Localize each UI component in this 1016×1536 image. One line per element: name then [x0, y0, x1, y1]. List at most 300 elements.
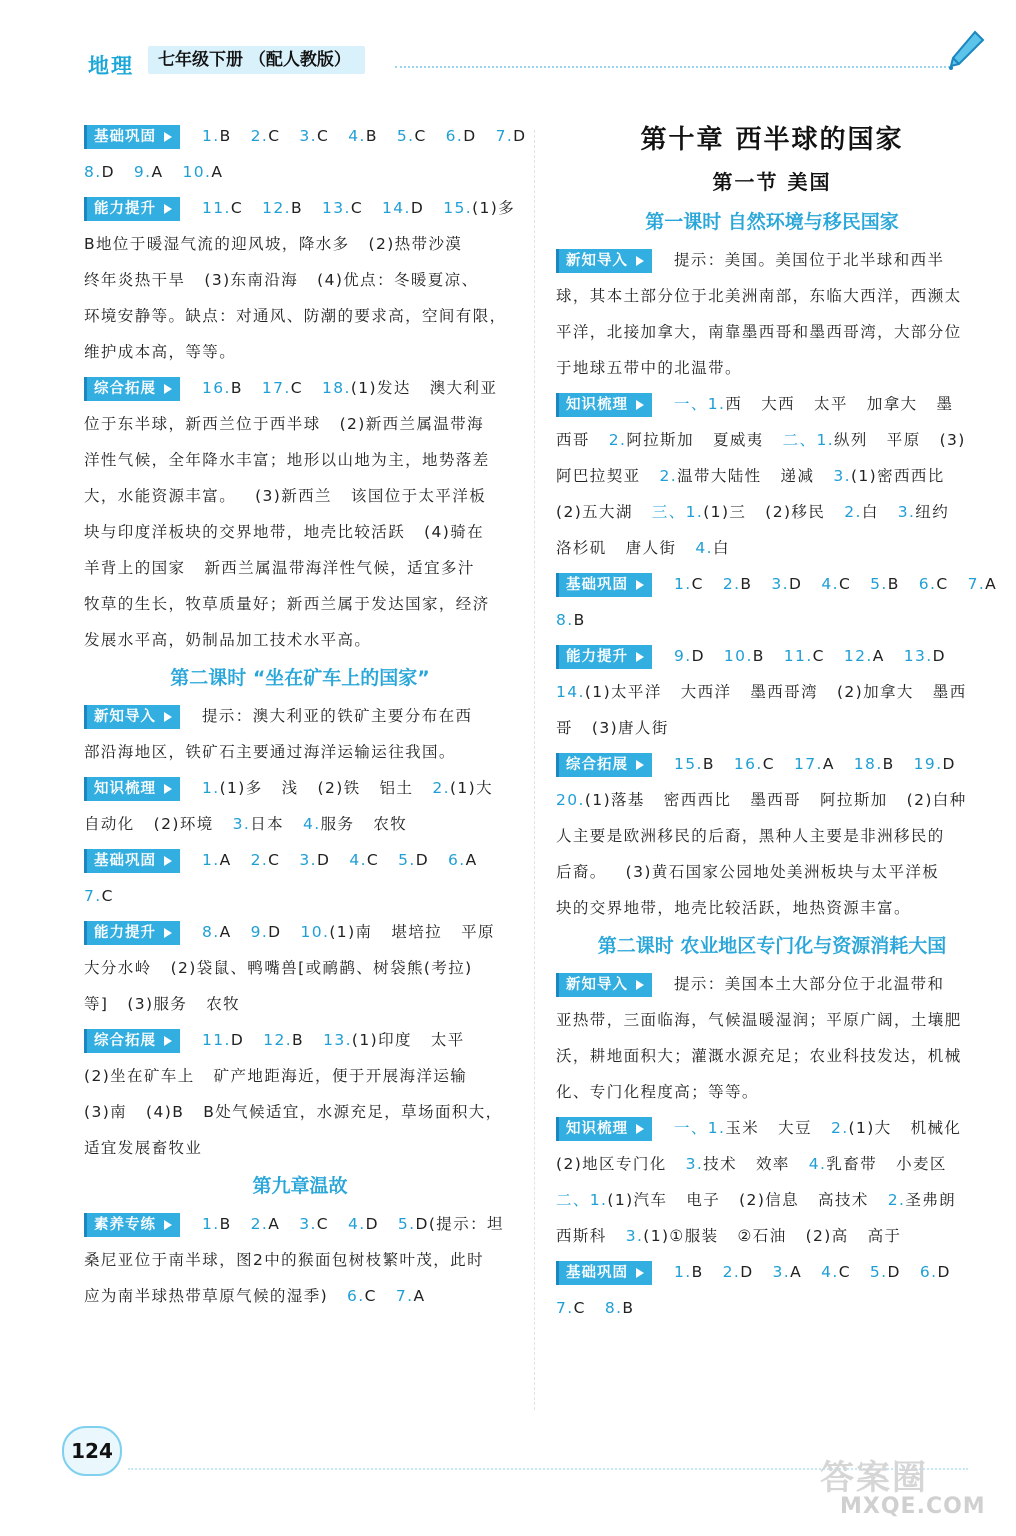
answer-text: 圣弗朗: [905, 1191, 957, 1209]
question-number: 2.: [844, 503, 862, 521]
question-number: 5.: [398, 851, 416, 869]
answer-line: [556, 530, 988, 566]
answer-line: [84, 406, 516, 442]
answer-text: (1)多: [472, 199, 516, 217]
question-number: 三、1.: [651, 503, 704, 521]
section-tag: 能力提升: [556, 645, 652, 669]
question-number: 2.: [830, 1119, 849, 1137]
answer-line: [84, 1278, 516, 1314]
answer-text: C: [350, 199, 383, 217]
answer-text: C: [691, 575, 723, 593]
answer-text: C: [230, 199, 263, 217]
answer-line: [84, 1058, 516, 1094]
answer-text: B: [290, 199, 322, 217]
section-tag: 能力提升: [84, 197, 180, 221]
answer-text: 块与印度洋板块的交界地带，地壳比较活跃 (4)骑在: [84, 523, 485, 541]
answer-line: [84, 1242, 516, 1278]
answer-text: 大，水能资源丰富。 (3)新西兰 该国位于太平洋板: [84, 487, 487, 505]
question-number: 19.: [913, 755, 943, 773]
answer-text: B: [573, 611, 586, 629]
question-number: 2.: [608, 431, 627, 449]
answer-text: 发展水平高，奶制品加工技术水平高。: [84, 631, 372, 649]
answer-text: 提示：澳大利亚的铁矿主要分布在西: [202, 707, 473, 725]
answer-line: [556, 966, 988, 1002]
answer-text: D: [410, 199, 444, 217]
question-number: 8.: [556, 611, 574, 629]
answer-text: 阿巴拉契亚: [556, 467, 660, 485]
answer-text: D: [932, 647, 946, 665]
chapter-title: 第十章 西半球的国家: [640, 125, 904, 155]
answer-line: [556, 314, 988, 350]
question-number: 一、1.: [674, 1119, 726, 1137]
answer-text: (1)汽车 电子 (2)信息 高技术: [607, 1191, 888, 1209]
question-number: 2.: [659, 467, 678, 485]
answer-line: [84, 698, 516, 734]
answer-text: 阿拉斯加 夏威夷: [626, 431, 783, 449]
answer-text: 哥 (3)唐人街: [556, 719, 669, 737]
answer-text: 服务 农牧: [320, 815, 408, 833]
answer-line: [84, 118, 527, 154]
answer-text: 等] (3)服务 农牧: [84, 995, 241, 1013]
answer-text: 应为南半球热带草原气候的湿季): [84, 1287, 348, 1305]
answer-text: D(提示：坦: [415, 1215, 504, 1233]
answer-text: 亚热带，三面临海，气候温暖湿润；平原广阔，土壤肥: [556, 1011, 962, 1029]
answer-line: [556, 710, 988, 746]
pen-icon: [945, 28, 987, 74]
answer-text: A: [268, 1215, 300, 1233]
question-number: 5.: [869, 1263, 888, 1281]
question-number: 15.: [443, 199, 473, 217]
answer-text: B地位于暖湿气流的迎风坡，降水多 (2)热带沙漠: [84, 235, 463, 253]
answer-line: [84, 586, 516, 622]
answer-text: C: [317, 127, 349, 145]
answer-text: D: [513, 127, 527, 145]
answer-text: (1)南 堪培拉 平原: [329, 923, 495, 941]
answer-line: [556, 1038, 988, 1074]
answer-line: [556, 1182, 988, 1218]
section-tag: 新知导入: [556, 973, 652, 997]
question-number: 17.: [261, 379, 291, 397]
section-tag: 综合拓展: [84, 377, 180, 401]
answer-text: (2)地区专门化: [556, 1155, 686, 1173]
answer-text: B: [219, 1215, 251, 1233]
answer-line: [84, 1022, 516, 1058]
answer-text: B: [740, 575, 772, 593]
question-number: 18.: [853, 755, 883, 773]
answer-text: C: [268, 851, 300, 869]
answer-text: 西哥: [556, 431, 609, 449]
section-tag: 知识梳理: [556, 393, 652, 417]
answer-text: C: [573, 1299, 605, 1317]
answer-line: [556, 1110, 988, 1146]
answer-text: A: [151, 163, 183, 181]
answer-text: C: [316, 1215, 348, 1233]
answer-line: [556, 1002, 988, 1038]
question-number: 4.: [695, 539, 713, 557]
section-tag: 知识梳理: [84, 777, 180, 801]
question-number: 1.: [674, 1263, 692, 1281]
answer-text: 西 大西 太平 加拿大 墨: [725, 395, 954, 413]
question-number: 3.: [299, 1215, 317, 1233]
answer-text: D: [691, 647, 724, 665]
answer-line: [84, 154, 516, 190]
question-number: 13.: [321, 199, 351, 217]
answer-text: 技术 效率: [703, 1155, 809, 1173]
question-number: 18.: [321, 379, 351, 397]
answer-text: 提示：美国。美国位于北半球和西半: [674, 251, 945, 269]
lesson-heading: 第一课时 自然环境与移民国家: [645, 211, 899, 233]
book-info: 七年级下册 （配人教版）: [148, 46, 365, 74]
answer-text: 温带大陆性 递减: [677, 467, 834, 485]
question-number: 3.: [833, 467, 851, 485]
section-tag: 综合拓展: [556, 753, 652, 777]
section-tag: 新知导入: [556, 249, 652, 273]
answer-line: [556, 782, 988, 818]
section-tag: 知识梳理: [556, 1117, 652, 1141]
answer-text: 位于东半球，新西兰位于西半球 (2)新西兰属温带海: [84, 415, 485, 433]
answer-text: 块的交界地带，地壳比较活跃，地热资源丰富。: [556, 899, 911, 917]
answer-text: (1)发达 澳大利亚: [350, 379, 498, 397]
answer-text: 牧草的生长，牧草质量好；新西兰属于发达国家，经济: [84, 595, 490, 613]
answer-line: [556, 1254, 988, 1290]
answer-text: 羊背上的国家 新西兰属温带海洋性气候，适宜多汁: [84, 559, 475, 577]
answer-text: B: [622, 1299, 635, 1317]
question-number: 1.: [202, 127, 220, 145]
answer-line: [84, 1094, 516, 1130]
section-tag: 基础巩固: [84, 125, 180, 149]
answer-line: [556, 818, 988, 854]
answer-text: 人主要是欧洲移民的后裔，黑种人主要是非洲移民的: [556, 827, 945, 845]
question-number: 3.: [299, 127, 318, 145]
answer-text: 沃，耕地面积大；灌溉水源充足；农业科技发达，机械: [556, 1047, 962, 1065]
answer-text: A: [872, 647, 904, 665]
answer-line: [84, 1206, 516, 1242]
section-tag: 素养专练: [84, 1213, 180, 1237]
question-number: 3.: [685, 1155, 704, 1173]
answer-line: [84, 262, 516, 298]
answer-line: [84, 370, 516, 406]
answer-text: 环境安静等。缺点：对通风、防潮的要求高，空间有限，: [84, 307, 507, 325]
answer-line: [556, 638, 988, 674]
question-number: 3.: [299, 851, 317, 869]
question-number: 6.: [919, 1263, 938, 1281]
question-number: 11.: [783, 647, 813, 665]
answer-text: D: [740, 1263, 773, 1281]
question-number: 11.: [202, 1031, 231, 1049]
answer-text: D: [230, 1031, 264, 1049]
question-number: 4.: [303, 815, 321, 833]
answer-text: A: [985, 575, 998, 593]
answer-text: (1)大 机械化: [848, 1119, 962, 1137]
answer-text: 维护成本高，等等。: [84, 343, 237, 361]
answer-text: 西斯科: [556, 1227, 626, 1245]
answer-line: [84, 514, 516, 550]
question-number: 6.: [918, 575, 937, 593]
question-number: 3.: [771, 575, 790, 593]
answer-text: (1)①服装 ②石油 (2)高 高于: [643, 1227, 902, 1245]
question-number: 6.: [448, 851, 466, 869]
answer-text: 桑尼亚位于南半球，图2中的猴面包树枝繁叶茂，此时: [84, 1251, 484, 1269]
answer-line: [84, 226, 516, 262]
answer-text: B: [752, 647, 784, 665]
header-dotted-line: [395, 66, 950, 68]
answer-text: 白: [712, 539, 730, 557]
watermark-logo: 答案圈: [820, 1458, 928, 1498]
answer-line: [556, 422, 988, 458]
answer-line: [556, 674, 988, 710]
section-tag: 基础巩固: [556, 573, 652, 597]
answer-text: D: [937, 1263, 951, 1281]
answer-text: B: [365, 127, 397, 145]
answer-line: [556, 350, 988, 386]
answer-text: C: [364, 1287, 396, 1305]
answer-text: 玉米 大豆: [725, 1119, 831, 1137]
answer-text: D: [101, 163, 134, 181]
answer-text: (3)南 (4)B B处气候适宜，水源充足，草场面积大，: [84, 1103, 503, 1121]
answer-text: 洋性气候，全年降水丰富；地形以山地为主，地势落差: [84, 451, 490, 469]
question-number: 7.: [967, 575, 986, 593]
right-column: [556, 118, 998, 1326]
answer-line: [84, 914, 516, 950]
answer-text: D: [463, 127, 496, 145]
answer-line: [84, 622, 516, 658]
answer-line: [84, 442, 516, 478]
answer-text: C: [762, 755, 794, 773]
answer-text: C: [101, 887, 114, 905]
question-number: 3.: [897, 503, 916, 521]
answer-text: (1)大: [449, 779, 493, 797]
answer-text: (1)太平洋 大西洋 墨西哥湾 (2)加拿大 墨西: [584, 683, 967, 701]
answer-text: 球，其本土部分位于北美洲南部，东临大西洋，西濒太: [556, 287, 962, 305]
answer-text: 适宜发展畜牧业: [84, 1139, 203, 1157]
question-number: 3.: [772, 1263, 791, 1281]
answer-line: [556, 1218, 988, 1254]
question-number: 8.: [202, 923, 220, 941]
question-number: 4.: [348, 1215, 366, 1233]
answer-text: A: [219, 851, 251, 869]
question-number: 10.: [300, 923, 330, 941]
answer-text: (2)坐在矿车上 矿产地距海近，便于开展海洋运输: [84, 1067, 468, 1085]
answer-text: C: [290, 379, 322, 397]
question-number: 6.: [445, 127, 464, 145]
column-divider: [534, 130, 535, 1410]
question-number: 7.: [495, 127, 514, 145]
question-number: 8.: [604, 1299, 623, 1317]
section-tag: 基础巩固: [556, 1261, 652, 1285]
question-number: 4.: [821, 575, 839, 593]
question-number: 8.: [84, 163, 102, 181]
answer-line: [556, 1074, 988, 1110]
question-number: 2.: [250, 127, 269, 145]
answer-text: 化、专门化程度高；等等。: [556, 1083, 759, 1101]
question-number: 一、1.: [674, 395, 726, 413]
question-number: 1.: [202, 1215, 220, 1233]
answer-text: C: [366, 851, 399, 869]
question-number: 9.: [674, 647, 692, 665]
answer-text: D: [887, 1263, 920, 1281]
question-number: 4.: [808, 1155, 827, 1173]
answer-text: D: [365, 1215, 398, 1233]
answer-line: [556, 458, 988, 494]
lesson-heading: 第九章温故: [252, 1175, 348, 1197]
answer-text: 于地球五带中的北温带。: [556, 359, 742, 377]
question-number: 7.: [395, 1287, 414, 1305]
question-number: 16.: [202, 379, 231, 397]
answer-line: [84, 986, 516, 1022]
answer-text: 白: [861, 503, 898, 521]
question-number: 14.: [556, 683, 585, 701]
answer-text: A: [822, 755, 854, 773]
question-number: 3.: [625, 1227, 644, 1245]
answer-text: 大分水岭 (2)袋鼠、鸭嘴兽[或鸸鹋、树袋熊(考拉): [84, 959, 473, 977]
question-number: 11.: [202, 199, 231, 217]
answer-line: [84, 190, 516, 226]
answer-line: [84, 878, 516, 914]
question-number: 7.: [556, 1299, 574, 1317]
answer-text: 日本: [250, 815, 303, 833]
answer-text: D: [942, 755, 956, 773]
answer-line: [556, 746, 988, 782]
question-number: 9.: [133, 163, 152, 181]
answer-text: B: [691, 1263, 723, 1281]
answer-text: 部沿海地区，铁矿石主要通过海洋运输运往我国。: [84, 743, 456, 761]
watermark-url: MXQE.COM: [840, 1494, 986, 1519]
answer-text: 后裔。 (3)黄石国家公园地处美洲板块与太平洋板: [556, 863, 940, 881]
answer-text: C: [414, 127, 446, 145]
answer-text: 纵列 平原 (3): [834, 431, 966, 449]
question-number: 2.: [250, 851, 269, 869]
answer-text: 平洋，北接加拿大，南靠墨西哥和墨西哥湾，大部分位: [556, 323, 962, 341]
question-number: 5.: [396, 127, 415, 145]
question-number: 15.: [674, 755, 703, 773]
answer-text: A: [211, 163, 224, 181]
answer-text: 纽约: [915, 503, 950, 521]
question-number: 二、1.: [556, 1191, 608, 1209]
subject-label: 地理: [88, 54, 134, 78]
answer-text: A: [465, 851, 478, 869]
answer-text: B: [292, 1031, 324, 1049]
section-tag: 基础巩固: [84, 849, 180, 873]
answer-text: 洛杉矶 唐人街: [556, 539, 696, 557]
left-column: [84, 118, 527, 1314]
question-number: 12.: [262, 199, 291, 217]
question-number: 7.: [84, 887, 102, 905]
question-number: 5.: [397, 1215, 416, 1233]
answer-text: A: [219, 923, 251, 941]
question-number: 12.: [263, 1031, 293, 1049]
answer-text: C: [268, 127, 300, 145]
question-number: 1.: [202, 851, 220, 869]
answer-line: [84, 478, 516, 514]
answer-text: B: [882, 755, 914, 773]
section-tag: 能力提升: [84, 921, 180, 945]
answer-text: 乳畜带 小麦区: [826, 1155, 947, 1173]
answer-line: [556, 854, 988, 890]
answer-line: [84, 1130, 516, 1166]
question-number: 2.: [432, 779, 450, 797]
answer-line: [84, 842, 516, 878]
answer-text: B: [702, 755, 734, 773]
answer-line: [556, 494, 988, 530]
question-number: 3.: [232, 815, 251, 833]
answer-line: [84, 550, 516, 586]
answer-text: D: [789, 575, 822, 593]
answer-text: 终年炎热干旱 (3)东南沿海 (4)优点：冬暖夏凉、: [84, 271, 479, 289]
answer-text: C: [838, 575, 871, 593]
answer-line: [556, 566, 998, 602]
lesson-heading: 第二课时 农业地区专门化与资源消耗大国: [597, 935, 947, 957]
answer-line: [556, 278, 988, 314]
answer-text: (1)多 浅 (2)铁 铝土: [219, 779, 433, 797]
answer-line: [84, 734, 516, 770]
section-tag: 新知导入: [84, 705, 180, 729]
question-number: 1.: [674, 575, 692, 593]
question-number: 10.: [723, 647, 753, 665]
answer-text: B: [887, 575, 919, 593]
answer-line: [556, 602, 988, 638]
question-number: 20.: [556, 791, 585, 809]
answer-text: A: [413, 1287, 426, 1305]
answer-text: (2)五大湖: [556, 503, 652, 521]
answer-text: 提示：美国本土大部分位于北温带和: [674, 975, 945, 993]
section-tag: 综合拓展: [84, 1029, 180, 1053]
answer-line: [84, 806, 516, 842]
question-number: 1.: [202, 779, 220, 797]
answer-text: C: [812, 647, 844, 665]
answer-text: D: [316, 851, 350, 869]
question-number: 14.: [382, 199, 411, 217]
page-header: [0, 0, 1016, 86]
question-number: 5.: [870, 575, 888, 593]
answer-text: (1)落基 密西西比 墨西哥 阿拉斯加 (2)白种: [584, 791, 967, 809]
answer-line: [84, 298, 516, 334]
question-number: 17.: [793, 755, 823, 773]
answer-text: D: [268, 923, 301, 941]
question-number: 2.: [722, 575, 741, 593]
answer-text: A: [790, 1263, 822, 1281]
question-number: 9.: [250, 923, 269, 941]
question-number: 16.: [733, 755, 763, 773]
question-number: 12.: [843, 647, 873, 665]
question-number: 2.: [887, 1191, 906, 1209]
answer-line: [556, 242, 988, 278]
answer-text: (1)密西西比: [850, 467, 945, 485]
question-number: 4.: [348, 127, 366, 145]
answer-text: B: [219, 127, 251, 145]
question-number: 10.: [182, 163, 212, 181]
section-title: 第一节 美国: [712, 170, 832, 194]
page-number: 124: [62, 1426, 122, 1476]
question-number: 4.: [821, 1263, 839, 1281]
answer-line: [556, 890, 988, 926]
answer-line: [556, 1146, 988, 1182]
question-number: 13.: [323, 1031, 352, 1049]
answer-text: C: [936, 575, 968, 593]
answer-line: [556, 1290, 988, 1326]
lesson-heading: 第二课时 “坐在矿车上的国家”: [170, 667, 430, 689]
answer-text: D: [415, 851, 449, 869]
answer-line: [84, 950, 516, 986]
answer-line: [556, 386, 988, 422]
answer-text: C: [838, 1263, 870, 1281]
answer-line: [84, 334, 516, 370]
answer-text: B: [230, 379, 262, 397]
question-number: 4.: [349, 851, 367, 869]
answer-text: (1)印度 太平: [351, 1031, 465, 1049]
question-number: 6.: [347, 1287, 365, 1305]
question-number: 2.: [722, 1263, 741, 1281]
question-number: 2.: [250, 1215, 269, 1233]
